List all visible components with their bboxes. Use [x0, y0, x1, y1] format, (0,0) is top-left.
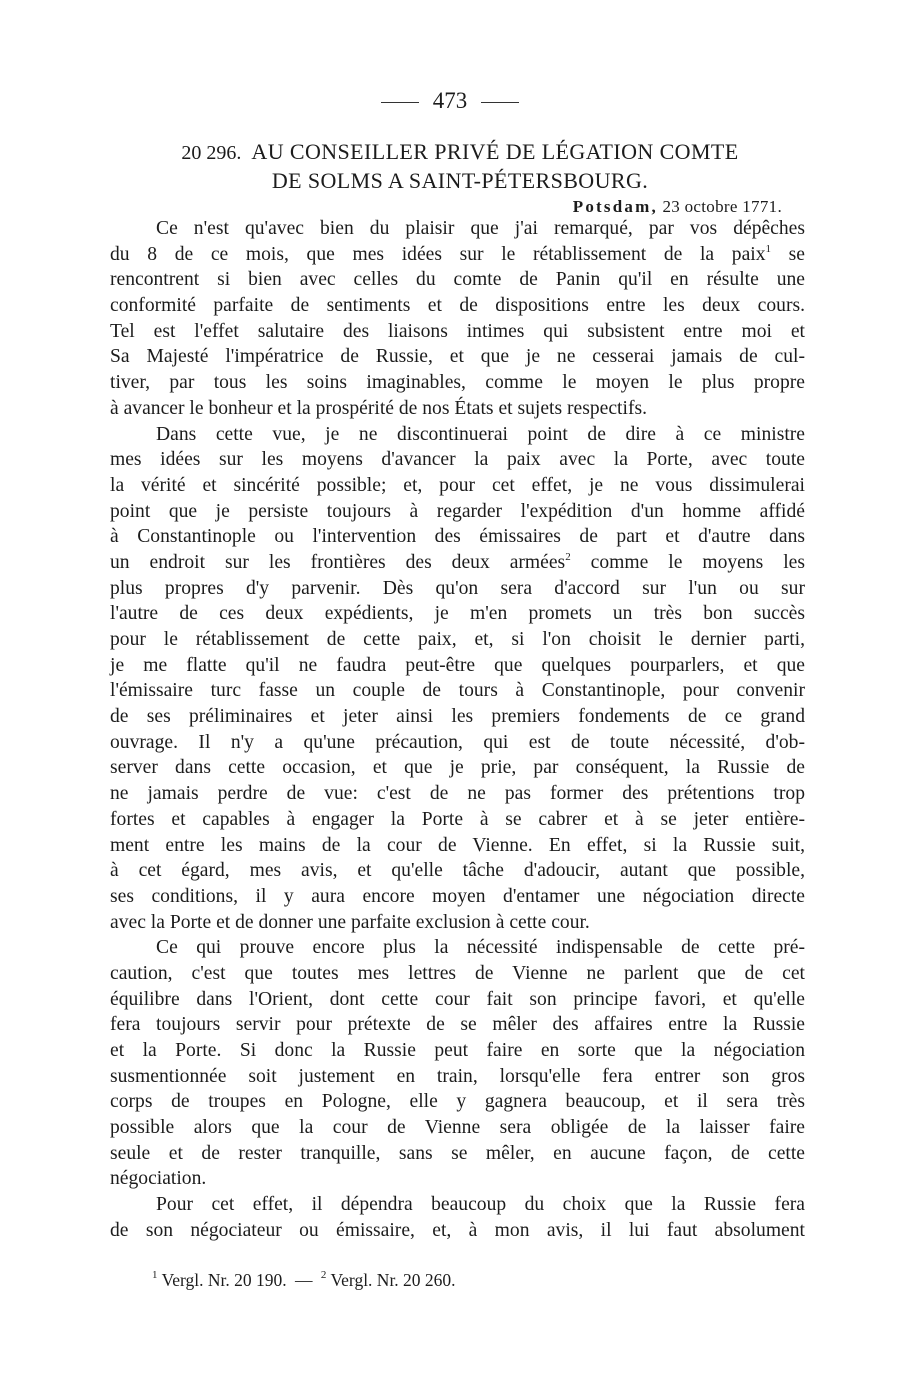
text-line-content: la vérité et sincérité possible; et, pour cet effet, je ne vous dissimulerai	[110, 474, 805, 496]
page-number: 473	[432, 88, 468, 113]
text-line	[110, 1115, 805, 1141]
text-line	[110, 242, 805, 268]
text-line-content: Pour cet effet, il dépendra beaucoup du choix que la Russie fera	[156, 1194, 805, 1216]
text-line-content: possible alors que la cour de Vienne sera obligée de la laisser faire	[110, 1117, 805, 1139]
text-line-content: de ses préliminaires et jeter ainsi les premiers fondements de ce grand	[110, 706, 805, 728]
text-line	[110, 473, 805, 499]
letter-title-line-1	[110, 138, 810, 167]
header-dash-right	[481, 102, 519, 103]
letter-number: 20 296.	[181, 142, 242, 164]
text-line-content: Dans cette vue, je ne discontinuerai point de dire à ce ministre	[156, 423, 805, 445]
text-line	[110, 1141, 805, 1167]
text-line-content: tiver, par tous les soins imaginables, comme le moyen le plus propre	[110, 372, 805, 394]
text-line	[110, 601, 805, 627]
text-line	[110, 755, 805, 781]
footnote-2-mark: 2	[320, 1269, 327, 1281]
text-line	[110, 550, 805, 576]
letter-title	[110, 138, 810, 194]
footnote-ref: 2	[565, 550, 571, 563]
text-line-content: du 8 de ce mois, que mes idées sur le rétablissement de la paix	[110, 243, 766, 265]
text-line	[110, 653, 805, 679]
text-line	[110, 1166, 805, 1192]
text-line	[110, 1038, 805, 1064]
text-line-content: pour le rétablissement de cette paix, et, si l'on choisit le dernier parti,	[110, 629, 805, 650]
text-line	[110, 319, 805, 345]
text-line	[110, 833, 805, 859]
text-line	[110, 370, 805, 396]
letter-body	[110, 216, 805, 1244]
text-line	[110, 1064, 805, 1090]
text-line-content: plus propres d'y parvenir. Dès qu'on sera d'accord sur l'un ou sur	[110, 577, 805, 599]
text-line	[110, 1218, 805, 1244]
text-line	[110, 704, 805, 730]
text-line-content: server dans cette occasion, et que je prie, par conséquent, la Russie de	[110, 757, 805, 779]
text-line	[110, 293, 805, 319]
text-line-content: corps de troupes en Pologne, elle y gagnera beaucoup, et il sera très	[110, 1091, 805, 1113]
text-line	[110, 216, 805, 242]
text-line	[110, 344, 805, 370]
footnote-1-text: Vergl. Nr. 20 190.	[161, 1270, 287, 1290]
text-line	[110, 987, 805, 1013]
letter-title-text-1: AU CONSEILLER PRIVÉ DE LÉGATION COMTE	[251, 139, 739, 164]
text-line-content: ne jamais perdre de vue: c'est de ne pas former des prétentions trop	[110, 783, 805, 805]
text-line-content: Tel est l'effet salutaire des liaisons intimes qui subsistent entre moi et	[110, 320, 805, 342]
text-line-continuation: comme le moyens les	[570, 551, 805, 573]
text-line-content: ses conditions, il y aura encore moyen d'entamer une négociation directe	[110, 885, 805, 907]
text-line-content: conformité parfaite de sentiments et de dispositions entre les deux cours.	[110, 295, 805, 317]
text-line-content: rencontrent si bien avec celles du comte de Panin qu'il en résulte une	[110, 269, 805, 291]
text-line	[110, 447, 805, 473]
letter-title-line-2: DE SOLMS A SAINT-PÉTERSBOURG.	[271, 168, 649, 193]
text-line	[110, 499, 805, 525]
dateline-date: 23 octobre 1771.	[662, 197, 782, 216]
footnote-1-mark: 1	[152, 1269, 158, 1281]
header-dash-left	[381, 102, 419, 103]
text-line-content: caution, c'est que toutes mes lettres de Vienne ne parlent que de cet	[110, 962, 805, 984]
dateline	[573, 197, 782, 217]
text-line-content: point que je persiste toujours à regarder l'expédition d'un homme affidé	[110, 500, 805, 522]
text-line-content: avec la Porte et de donner une parfaite exclusion à cette cour.	[110, 911, 590, 933]
footnotes	[152, 1270, 460, 1291]
footnote-2-text: Vergl. Nr. 20 260.	[330, 1270, 456, 1290]
dateline-place: Potsdam,	[572, 197, 658, 216]
text-line	[110, 807, 805, 833]
text-line-content: de son négociateur ou émissaire, et, à mon avis, il lui faut absolument	[110, 1219, 805, 1241]
text-line	[110, 524, 805, 550]
text-line	[110, 396, 805, 422]
text-line	[110, 781, 805, 807]
text-line	[110, 935, 805, 961]
text-line	[110, 884, 805, 910]
text-line-content: un endroit sur les frontières des deux armées	[110, 551, 566, 573]
text-line	[110, 627, 805, 653]
text-line-content: ment entre les mains de la cour de Vienne. En effet, si la Russie suit,	[110, 834, 805, 856]
text-line-content: l'autre de ces deux expédients, je m'en promets un très bon succès	[110, 603, 805, 625]
text-line-content: l'émissaire turc fasse un couple de tours à Constantinople, pour convenir	[110, 680, 805, 702]
text-line-content: Sa Majesté l'impératrice de Russie, et que je ne cesserai jamais de cul-	[110, 346, 805, 368]
text-line	[110, 961, 805, 987]
text-line	[110, 858, 805, 884]
text-line	[110, 678, 805, 704]
text-line-content: Ce n'est qu'avec bien du plaisir que j'ai remarqué, par vos dépêches	[156, 218, 805, 239]
text-line-content: à avancer le bonheur et la prospérité de nos États et sujets respectifs.	[110, 397, 647, 419]
text-line	[110, 1089, 805, 1115]
footnote-separator: —	[295, 1270, 313, 1290]
text-line-content: fera toujours servir pour prétexte de se mêler des affaires entre la Russie	[110, 1014, 805, 1036]
text-line-content: fortes et capables à engager la Porte à se cabrer et à se jeter entière-	[110, 808, 805, 830]
text-line-content: et la Porte. Si donc la Russie peut faire en sorte que la négociation	[110, 1040, 805, 1061]
text-line	[110, 267, 805, 293]
text-line	[110, 910, 805, 936]
text-line	[110, 576, 805, 602]
text-line-content: seule et de rester tranquille, sans se mêler, en aucune façon, de cette	[110, 1142, 805, 1164]
text-line-content: négociation.	[110, 1168, 207, 1190]
text-line-content: je me flatte qu'il ne faudra peut-être que quelques pourparlers, et que	[110, 654, 805, 676]
text-line-content: mes idées sur les moyens d'avancer la paix avec la Porte, avec toute	[110, 449, 805, 471]
text-line	[110, 1012, 805, 1038]
text-line-content: susmentionnée soit justement en train, lorsqu'elle fera entrer son gros	[110, 1065, 805, 1087]
text-line-content: à cet égard, mes avis, et qu'elle tâche d'adoucir, autant que possible,	[110, 860, 805, 882]
text-line-content: équilibre dans l'Orient, dont cette cour fait son principe favori, et qu'elle	[110, 988, 805, 1010]
text-line-content: ouvrage. Il n'y a qu'une précaution, qui est de toute nécessité, d'ob-	[110, 731, 805, 753]
footnote-ref: 1	[765, 242, 772, 255]
text-line-content: Ce qui prouve encore plus la nécessité indispensable de cette pré-	[156, 937, 805, 959]
text-line-continuation: se	[771, 243, 805, 265]
text-line	[110, 730, 805, 756]
page-header	[0, 88, 900, 114]
text-line-content: à Constantinople ou l'intervention des émissaires de part et d'autre dans	[110, 526, 805, 548]
text-line	[110, 422, 805, 448]
text-line	[110, 1192, 805, 1218]
